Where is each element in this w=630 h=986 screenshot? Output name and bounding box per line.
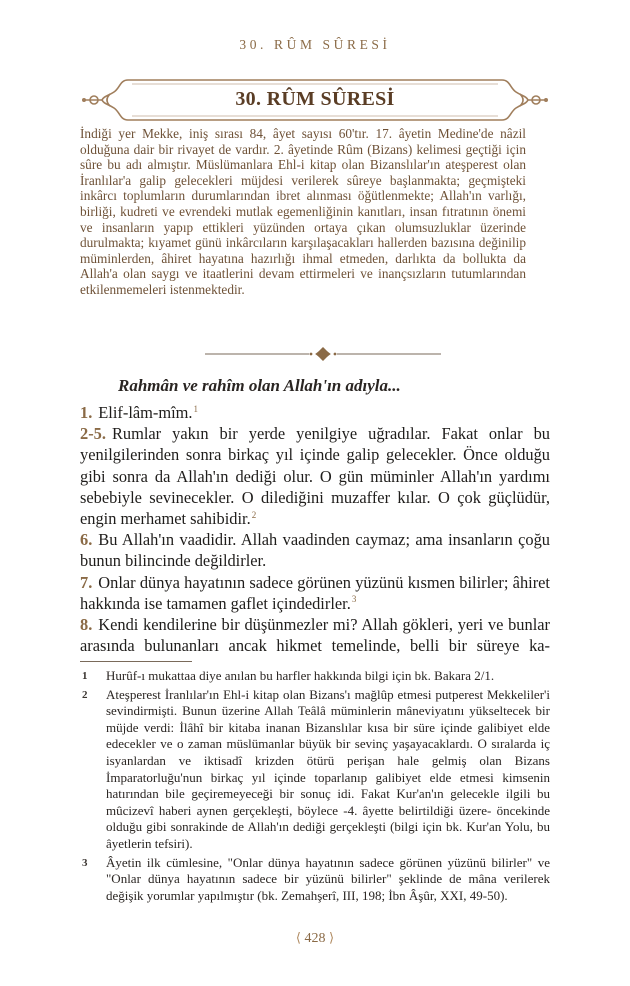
- surah-title-frame: [80, 74, 550, 126]
- footnote: [80, 687, 550, 853]
- verse-number: 1.: [80, 403, 93, 422]
- surah-title: 30. RÛM SÛRESİ: [235, 88, 395, 110]
- verse-number: 2-5.: [80, 424, 106, 444]
- footnote-ref[interactable]: 2: [251, 509, 257, 520]
- footnote-separator: [80, 661, 192, 662]
- ornament-left-icon: ⟨: [295, 930, 301, 945]
- running-header: 30. RÛM SÛRESİ: [239, 37, 391, 52]
- ornament-right-icon: ⟩: [329, 930, 335, 945]
- footnote-number: 2: [82, 688, 88, 701]
- surah-introduction: İndiği yer Mekke, iniş sırası 84, âyet sayısı 60'tır. 17. âyetin Medine'de nâzil olduğuna dair bir rivayet de vardır. 2. âyetinde Rûm (Bizans) kelimesi geçtiği için sûre bu adı almıştır. Müslümanlara Ehl-i kitap olan Bizanslılar'ın ateşperest olan İranlılar'a galip gelecekleri müjdesi verilerek sûreye başlanmakta; geçmişteki inkârcı toplumların durumlarından ibret alınması öğütlenmekte; Allah'ın varlığı, birliği, kudreti ve evrendeki mutlak egemenliğinin kanıtları, insan fıtratının önemi ve insanların yapıp ettikleri yüzünden ortaya çıkan olumsuzluklar üzerinde durulmakta; kıyamet günü inkârcıların karşılaşacakları hallerden bazısına değinilip müminlerden, âhiret hayatına hazırlığı ihmal etmeden, darlıkta da bollukta da Allah'a olan saygı ve itaatlerini devam ettirmeleri ve inançsızların tutumlarından etkilenmemeleri istenmektedir.: [80, 126, 526, 297]
- verse-text: Elif-lâm-mîm.: [98, 403, 193, 422]
- footnotes: [80, 668, 550, 906]
- footnote: [80, 668, 550, 685]
- verse: [80, 614, 550, 656]
- footnote-ref[interactable]: 1: [193, 403, 199, 414]
- verse-number: 6.: [80, 530, 93, 550]
- verse-number: 7.: [80, 572, 93, 592]
- page-number: [0, 930, 630, 947]
- footnote: [80, 855, 550, 905]
- verse-text: Rumlar yakın bir yerde yenilgiye uğradılar. Fakat onlar bu yenilgilerinden sonra birkaç yıl içinde galip gelecekler. Önce olduğu gibi sonra da Allah'ın dediği olur. O gün müminler Allah'ın yardımı sebebiyle sevinecekler. O dilediğini muzaffer kılar. O çok güçlüdür, engin merhamet sahibidir.: [80, 424, 550, 529]
- basmala: Rahmân ve rahîm olan Allah'ın adıyla...: [118, 376, 401, 395]
- verse-number: 8.: [80, 615, 93, 635]
- footnote-text: Ateşperest İranlılar'ın Ehl-i kitap olan Bizans'ı mağlûp etmesi putperest Mekkeliler'i sevindirmişti. Bunun üzerine Allah Teâlâ müminlerin mâneviyatını yükseltecek bir müjde verdi: İlâhî bir kitaba inanan Bizanslılar kısa bir süre içinde galibiyet elde edecekler ve o zaman müslümanlar büyük bir sevinç yaşayacaklardı. O sıralarda iç isyanlardan ve iktisadî krizden ötürü perişan hale gelmiş olan Bizans İmparatorluğu'nun birkaç yıl içinde toparlanıp galibiyet elde etmesi kimsenin hatırından bile geçiremeyeceği bir sonuç idi. Fakat Kur'an'ın gelecekle ilgili bu mûcizevî haberi aynen gerçekleşti, böylece -4. âyette belirtildiği üzere- öncekinde olduğu gibi sonrakinde de Allah'ın dediği gerçekleşti (bilgi için bk. Kur'an Yolu, bu âyetlerin tefsiri).: [106, 686, 550, 851]
- footnote-number: 1: [82, 670, 88, 682]
- page-number-text: 428: [304, 931, 326, 946]
- verse-list: [80, 402, 550, 656]
- ornament-divider-icon: [205, 345, 441, 363]
- verse: [80, 423, 550, 529]
- verse: [80, 529, 550, 571]
- verse-text: Bu Allah'ın vaadidir. Allah vaadinden caymaz; ama insanların çoğu bunun bilincinde değildirler.: [80, 530, 550, 571]
- footnote-text: Âyetin ilk cümlesine, "Onlar dünya hayatının sadece görünen yüzünü bilirler" ve "Onlar dünya hayatının sadece bir yüzünü bilirler" şeklinde de mâna verilerek değişik yorumlar yapılmıştır (bk. Zemahşerî, III, 198; İbn Âşûr, XXI, 49-50).: [106, 854, 550, 903]
- verse: [80, 572, 550, 614]
- verse-text: Kendi kendilerine bir düşünmezler mi? Allah gökleri, yeri ve bunlar arasında bulunanları ancak hikmet temelinde, belli bir süreye ka-: [80, 615, 550, 656]
- footnote-ref[interactable]: 3: [351, 594, 357, 605]
- verse-text: Onlar dünya hayatının sadece görünen yüzünü kısmen bilirler; âhiret hakkında ise tamamen gaflet içindedirler.: [80, 572, 550, 613]
- footnote-text: Hurûf-ı mukattaa diye anılan bu harfler hakkında bilgi için bk. Bakara 2/1.: [106, 668, 495, 683]
- footnote-number: 3: [82, 856, 88, 869]
- verse: [80, 402, 550, 423]
